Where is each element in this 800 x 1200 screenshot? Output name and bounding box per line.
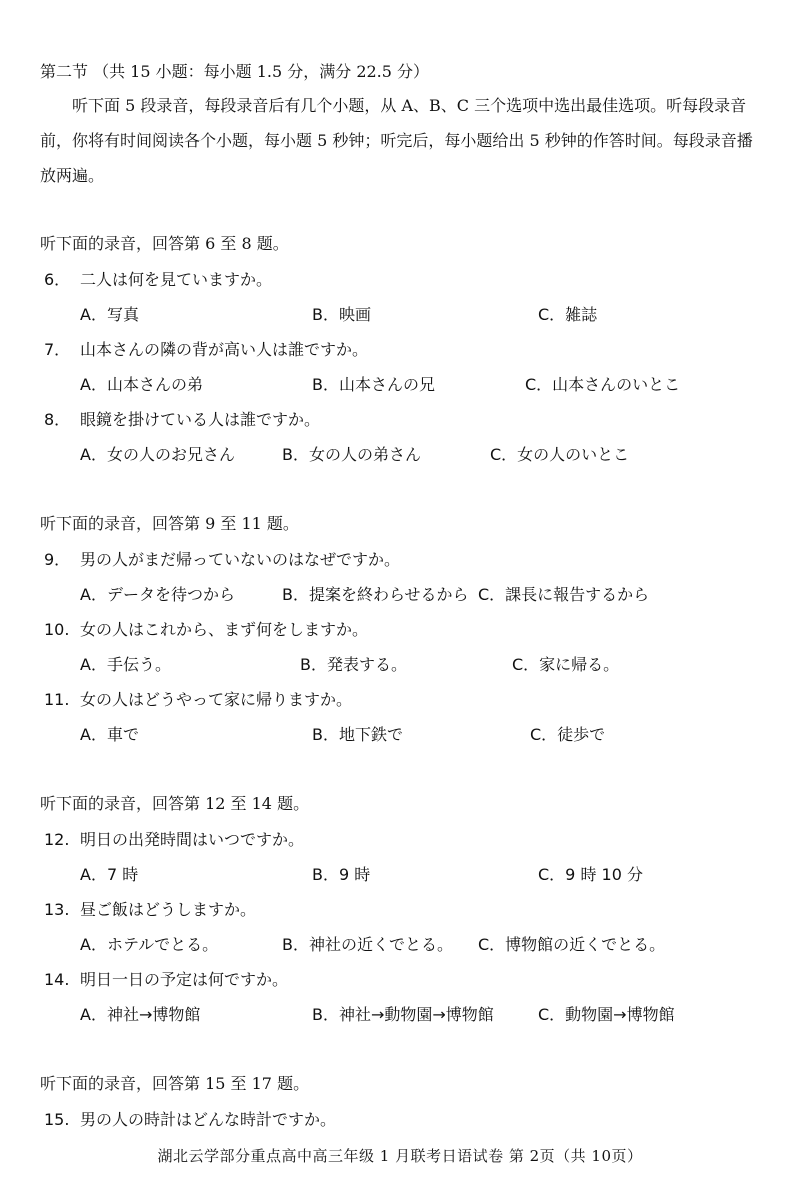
option-a: A．神社→博物館 bbox=[80, 1005, 201, 1024]
option-c: C．課長に報告するから bbox=[478, 585, 650, 604]
question-text: 男の人がまだ帰っていないのはなぜですか。 bbox=[80, 550, 401, 569]
question-number: 10. bbox=[44, 620, 70, 639]
question-number: 8． bbox=[44, 410, 71, 429]
option-c: C．家に帰る。 bbox=[512, 655, 620, 674]
option-a: A．データを待つから bbox=[80, 585, 235, 604]
question bbox=[44, 690, 352, 710]
question bbox=[44, 410, 320, 430]
question bbox=[44, 900, 256, 920]
question-number: 14. bbox=[44, 970, 70, 989]
section-heading: 第二节 （共 15 小题：每小题 1.5 分，满分 22.5 分） bbox=[40, 62, 430, 81]
option-c: C．山本さんのいとこ bbox=[525, 375, 681, 394]
group-prompt: 听下面的录音，回答第 9 至 11 题。 bbox=[40, 514, 299, 533]
question-text: 明日の出発時間はいつですか。 bbox=[80, 830, 305, 849]
question-number: 12. bbox=[44, 830, 70, 849]
question-text: 昼ご飯はどうしますか。 bbox=[80, 900, 257, 919]
question-number: 9． bbox=[44, 550, 71, 569]
option-c: C．女の人のいとこ bbox=[490, 445, 630, 464]
option-c: C．動物園→博物館 bbox=[538, 1005, 675, 1024]
page-footer: 湖北云学部分重点高中高三年级 1 月联考日语试卷 第 2页（共 10页） bbox=[157, 1147, 643, 1165]
question-text: 眼鏡を掛けている人は誰ですか。 bbox=[80, 410, 321, 429]
question bbox=[44, 1110, 336, 1130]
option-a: A．車で bbox=[80, 725, 139, 744]
option-b: B．女の人の弟さん bbox=[282, 445, 421, 464]
option-c: C．雑誌 bbox=[538, 305, 598, 324]
group-prompt: 听下面的录音，回答第 15 至 17 题。 bbox=[40, 1074, 310, 1093]
section-instructions: 听下面 5 段录音，每段录音后有几个小题，从 A、B、C 三个选项中选出最佳选项。听每段录音前，你将有时间阅读各个小题，每小题 5 秒钟；听完后，每小题给出 5 秒钟的作答时间。每段录音播放两遍。 bbox=[40, 96, 753, 185]
option-b: B．神社→動物園→博物館 bbox=[312, 1005, 494, 1024]
question-text: 明日一日の予定は何ですか。 bbox=[80, 970, 289, 989]
option-c: C．博物館の近くでとる。 bbox=[478, 935, 666, 954]
question-number: 11. bbox=[44, 690, 70, 709]
question bbox=[44, 270, 272, 290]
option-a: A．手伝う。 bbox=[80, 655, 171, 674]
question-number: 7． bbox=[44, 340, 71, 359]
option-b: B．発表する。 bbox=[300, 655, 407, 674]
question-number: 13. bbox=[44, 900, 70, 919]
option-b: B．映画 bbox=[312, 305, 371, 324]
question bbox=[44, 340, 368, 360]
question-text: 二人は何を見ていますか。 bbox=[80, 270, 273, 289]
question-number: 6． bbox=[44, 270, 71, 289]
question-number: 15. bbox=[44, 1110, 70, 1129]
option-a: A．ホテルでとる。 bbox=[80, 935, 219, 954]
question-text: 男の人の時計はどんな時計ですか。 bbox=[80, 1110, 337, 1129]
question bbox=[44, 550, 400, 570]
question bbox=[44, 620, 368, 640]
option-a: A．女の人のお兄さん bbox=[80, 445, 235, 464]
option-a: A．山本さんの弟 bbox=[80, 375, 203, 394]
question-text: 山本さんの隣の背が高い人は誰ですか。 bbox=[80, 340, 369, 359]
group-prompt: 听下面的录音，回答第 12 至 14 题。 bbox=[40, 794, 310, 813]
option-b: B．提案を終わらせるから bbox=[282, 585, 469, 604]
option-c: C．9 時 10 分 bbox=[538, 865, 643, 884]
question bbox=[44, 830, 304, 850]
option-b: B．山本さんの兄 bbox=[312, 375, 435, 394]
option-c: C．徒歩で bbox=[530, 725, 606, 744]
option-b: B．地下鉄で bbox=[312, 725, 403, 744]
option-a: A．写真 bbox=[80, 305, 139, 324]
group-prompt: 听下面的录音，回答第 6 至 8 题。 bbox=[40, 234, 289, 253]
option-b: B．神社の近くでとる。 bbox=[282, 935, 453, 954]
question bbox=[44, 970, 288, 990]
question-text: 女の人はどうやって家に帰りますか。 bbox=[80, 690, 353, 709]
question-text: 女の人はこれから、まず何をしますか。 bbox=[80, 620, 369, 639]
option-b: B．9 時 bbox=[312, 865, 371, 884]
option-a: A．7 時 bbox=[80, 865, 139, 884]
